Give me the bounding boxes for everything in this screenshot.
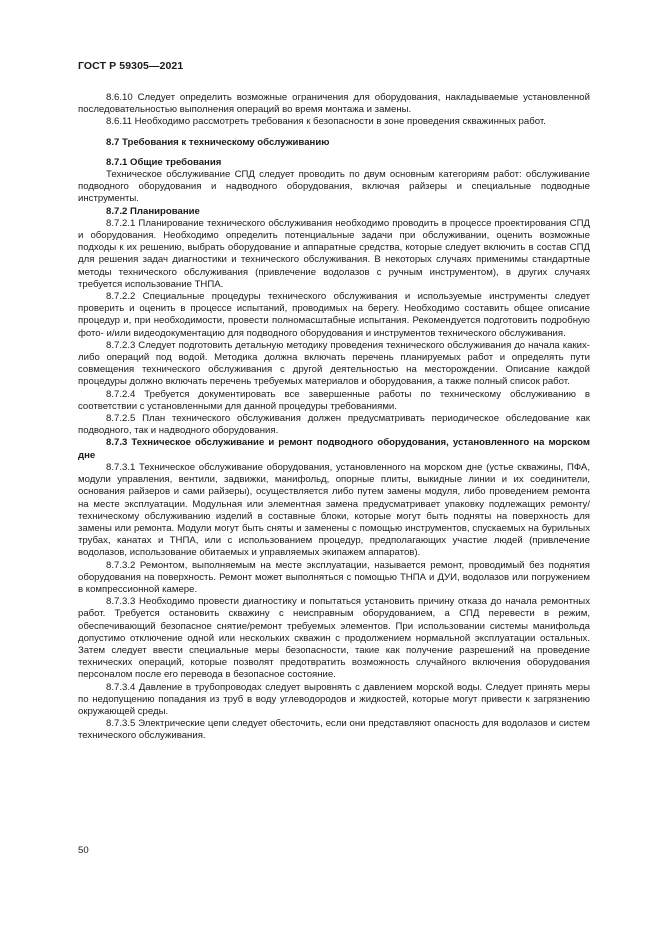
paragraph-8-7-1: Техническое обслуживание СПД следует проводить по двум основным категориям работ: обслуживание подводного оборудования и надводного оборудования, включая райзеры и специальные подводные инструменты. [78,169,590,205]
page-number: 50 [78,845,89,856]
paragraph-8-7-2-4: 8.7.2.4 Требуется документировать все завершенные работы по техническому обслуживанию в соответствии с установленными для данной процедуры требованиями. [78,388,590,412]
subsection-heading-8-7-1: 8.7.1 Общие требования [106,156,222,168]
section-heading-8-7: 8.7 Требования к техническому обслуживанию [106,136,330,148]
paragraph-8-7-3-5: 8.7.3.5 Электрические цепи следует обесточить, если они представляют опасность для водолазов и систем технического обслуживания. [78,718,590,742]
document-body [78,92,590,743]
subsection-heading-8-7-3: 8.7.3 Техническое обслуживание и ремонт подводного оборудования, установленного на морском дне [78,437,590,461]
document-code-header: ГОСТ Р 59305—2021 [78,60,184,72]
paragraph-8-7-2-2: 8.7.2.2 Специальные процедуры технического обслуживания и используемые инструменты следует проверить и оценить в процессе испытаний, проводимых на берегу. Необходимо составить общее описание процедур и, при необходимости, провести полномасштабные испытания. Рекомендуется подготовить подробную фото- и/или видеодокументацию для подводного оборудования и инструментов технического обслуживания. [78,291,590,339]
paragraph-8-6-10: 8.6.10 Следует определить возможные ограничения для оборудования, накладываемые установленной последовательностью выполнения операций во время монтажа и замены. [78,92,590,116]
paragraph-8-6-11: 8.6.11 Необходимо рассмотреть требования к безопасности в зоне проведения скважинных работ. [106,116,546,128]
paragraph-8-7-3-2: 8.7.3.2 Ремонтом, выполняемым на месте эксплуатации, называется ремонт, проводимый без поднятия оборудования на поверхность. Ремонт может выполняться с помощью ТНПА и ДУИ, водолазов или погружением в компрессионной камере. [78,559,590,595]
subsection-heading-8-7-2: 8.7.2 Планирование [106,205,200,217]
paragraph-8-7-2-5: 8.7.2.5 План технического обслуживания должен предусматривать периодическое обследование как подводного, так и надводного оборудования. [78,413,590,437]
paragraph-8-7-2-1: 8.7.2.1 Планирование технического обслуживания необходимо проводить в процессе проектирования СПД и оборудования. Необходимо определить потенциальные задачи при обслуживании, оценить возможные подходы к их решению, выбрать оборудование и аппаратные средства, которые следует включить в состав СПД для решения задач диагностики и технического обслуживания. В некоторых случаях применимы стандартные методы технического обслуживания (привлечение водолазов с ручным инструментом), в других случаях требуется использование ТНПА. [78,217,590,290]
paragraph-8-7-2-3: 8.7.2.3 Следует подготовить детальную методику проведения технического обслуживания до начала каких-либо операций под водой. Методика должна включать перечень планируемых работ и определять пути совмещения технического обслуживания с другой деятельностью на месторождении. Описание каждой процедуры должно включать перечень требуемых материалов и оборудования, а также полный список работ. [78,339,590,388]
paragraph-8-7-3-1: 8.7.3.1 Техническое обслуживание оборудования, установленного на морском дне (устье скважины, ПФА, модули управления, вентили, задвижки, манифольд, опорные плиты, выкидные линии и их соединители, основания райзеров и сами райзеры), осуществляется либо путем замены модуля, либо проведением ремонта на месте эксплуатации. Модульная или элементная замена предусматривает упаковку подлежащих ремонту/техническому обслуживанию изделий в составные блоки, которые могут быть подняты на поверхность для замены или ремонта. Модули могут быть сняты и заменены с помощью инструментов, спускаемых на бурильных трубах, канатах и ТНПА, или с использованием процедур, предполагающих участие людей (привлечение водолазов, использование обитаемых и управляемых экипажем аппаратов). [78,461,590,559]
paragraph-8-7-3-3: 8.7.3.3 Необходимо провести диагностику и попытаться установить причину отказа до начала ремонтных работ. Требуется остановить скважину с неисправным оборудованием, а СПД перевести в режим, обеспечивающий безопасное снятие/ремонт требуемых элементов. При использовании системы манифольда допустимо отключение одной или нескольких скважин с продолжением нормальной эксплуатации остальных. Затем следует ввести специальные меры безопасности, такие как получение разрешений на проведение технических операций, которые позволят предотвратить возможность случайного включения оборудования персоналом после его перевода в безопасное состояние. [78,596,590,681]
paragraph-8-7-3-4: 8.7.3.4 Давление в трубопроводах следует выровнять с давлением морской воды. Следует принять меры по недопущению попадания из труб в воду углеводородов и жидкостей, которые могут привести к загрязнению окружающей среды. [78,681,590,717]
